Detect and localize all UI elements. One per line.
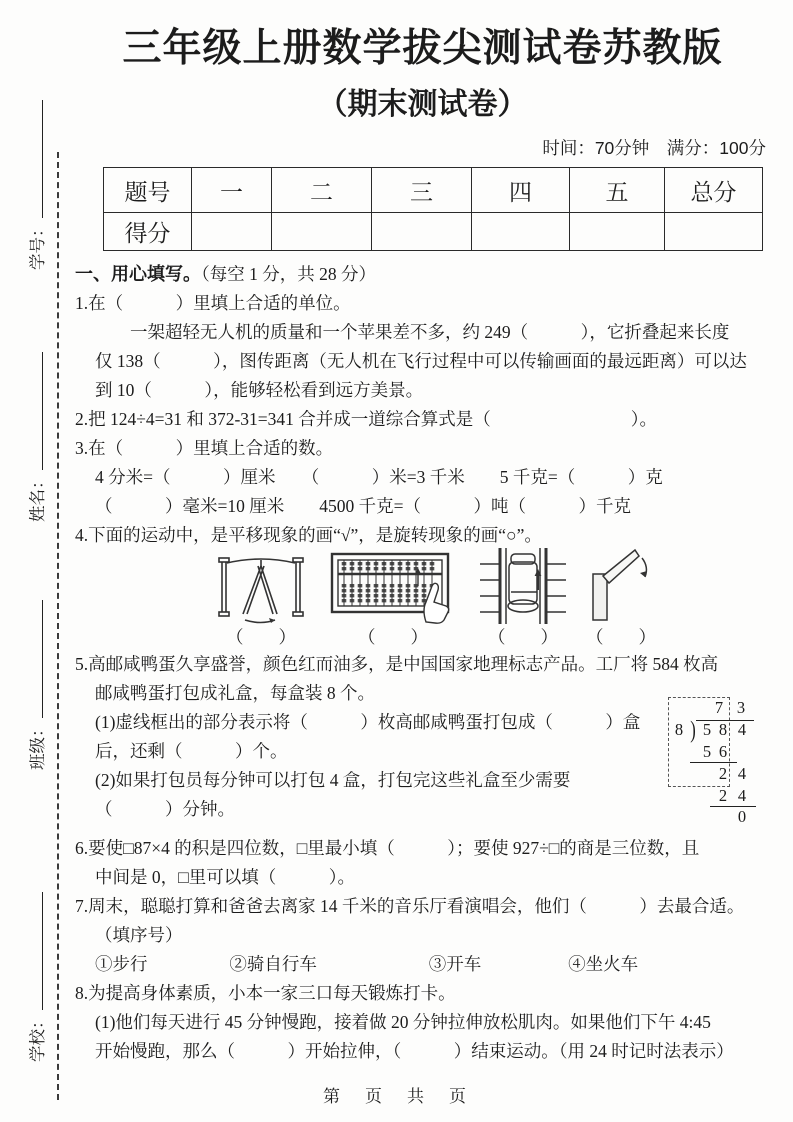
score-cell (272, 213, 372, 251)
exam-meta: 时间：70分钟 满分：100分 (542, 138, 766, 158)
q5-line: （ ）分钟。 (95, 799, 235, 819)
division-bracket: ) (690, 715, 696, 744)
score-row-label: 得分 (104, 213, 192, 251)
question-7 (75, 892, 770, 979)
page-footer: 第 页 共 页 (323, 1087, 470, 1106)
score-cell (372, 213, 472, 251)
q7-line: （填序号） (95, 925, 183, 945)
score-cell (192, 213, 272, 251)
school-blank (39, 893, 43, 1011)
q5-line: 邮咸鸭蛋打包成礼盒，每盒装 8 个。 (95, 683, 375, 703)
work-digit: 5 (702, 742, 712, 761)
question-3 (75, 434, 770, 521)
page-title: 三年级上册数学拔尖测试卷苏教版 (122, 27, 723, 70)
question-5 (75, 650, 770, 824)
class-field (24, 601, 48, 771)
paper-content (75, 0, 770, 1066)
q8-line: 开始慢跑，那么（ ）开始拉伸，（ ）结束运动。（用 24 时记时法表示） (95, 1041, 734, 1061)
section1-heading-line (75, 260, 770, 289)
divisor-digit: 8 (674, 720, 684, 739)
student-id-label: 学号： (29, 220, 47, 270)
q1-line: 一架超轻无人机的质量和一个苹果差不多，约 249（ ），它折叠起来长度 (130, 322, 730, 342)
q5-line: 后，还剩（ ）个。 (95, 741, 288, 761)
score-table-col-1: 一 (192, 168, 272, 213)
long-division-figure (648, 699, 783, 831)
score-table-col-5: 五 (570, 168, 665, 213)
q6-line: 中间是 0，□里可以填（ ）。 (95, 867, 355, 887)
q7-option: ①步行 (95, 954, 148, 974)
dividend-digit: 8 (718, 720, 728, 739)
student-name-label: 姓名： (29, 472, 47, 522)
school-field (24, 893, 48, 1063)
q6-line: 6.要使□87×4 的积是四位数，□里最小填（ ）；要使 927÷□的商是三位数，且 (75, 838, 700, 858)
score-cell (665, 213, 763, 251)
q1-line: 到 10（ ），能够轻松看到远方美景。 (95, 380, 424, 400)
student-name-field (24, 353, 48, 523)
q7-option: ③开车 (428, 954, 482, 974)
quotient-digit: 7 (714, 698, 724, 717)
q8-line: (1)他们每天进行 45 分钟慢跑，接着做 20 分钟拉伸放松肌肉。如果他们下午 4:45 (95, 1012, 711, 1032)
score-cell (472, 213, 570, 251)
elevator-icon (480, 548, 566, 624)
score-table-col-3: 三 (372, 168, 472, 213)
remainder-digit: 0 (737, 807, 747, 826)
question-6 (75, 834, 770, 892)
question-4 (75, 521, 770, 650)
score-table-header-label: 题号 (104, 168, 192, 213)
student-id-field (24, 101, 48, 271)
work-digit: 6 (718, 742, 728, 761)
q7-line: 7.周末，聪聪打算和爸爸去离家 14 千米的音乐厅看演唱会，他们（ ）去最合适。 (75, 896, 745, 916)
section1-note: （每空 1 分，共 28 分） (201, 264, 376, 284)
q7-option: ②骑自行车 (229, 954, 317, 974)
student-name-blank (39, 353, 43, 471)
abacus-icon (330, 552, 456, 624)
revolving-door-icon (215, 554, 307, 624)
barrier-gate-icon (585, 548, 657, 624)
q1-line: 1.在（ ）里填上合适的单位。 (75, 293, 351, 313)
q4-figures-row (75, 552, 770, 624)
dividend-digit: 4 (737, 720, 747, 739)
work-digit: 2 (718, 764, 728, 783)
q4-answer-slot: （ ） (586, 627, 656, 647)
work-digit: 4 (737, 786, 747, 805)
school-label: 学校： (29, 1012, 47, 1062)
score-table (103, 167, 763, 251)
page-subtitle: （期末测试卷） (317, 88, 528, 121)
q3-line: （ ）毫米=10 厘米 4500 千克=（ ）吨（ ）千克 (95, 496, 631, 516)
class-label: 班级： (29, 720, 47, 770)
q5-line: (1)虚线框出的部分表示将（ ）枚高邮咸鸭蛋打包成（ ）盒 (95, 712, 641, 732)
q7-options-row (75, 950, 770, 979)
q3-line: 3.在（ ）里填上合适的数。 (75, 438, 334, 458)
dividend-digit: 5 (702, 720, 712, 739)
q5-line: 5.高邮咸鸭蛋久享盛誉，颜色红而油多，是中国国家地理标志产品。工厂将 584 枚高 (75, 654, 719, 674)
q8-line: 8.为提高身体素质，小本一家三口每天锻炼打卡。 (75, 983, 456, 1003)
question-1 (75, 289, 770, 405)
work-digit: 2 (718, 786, 728, 805)
section1-heading: 一、用心填写。 (75, 264, 201, 284)
q4-answers-row (75, 624, 770, 650)
sidebar-dashed-divider (57, 152, 59, 1100)
question-8 (75, 979, 770, 1066)
q4-answer-slot: （ ） (488, 627, 558, 647)
score-cell (570, 213, 665, 251)
q4-answer-slot: （ ） (358, 627, 428, 647)
work-digit: 4 (737, 764, 747, 783)
q4-line: 4.下面的运动中，是平移现象的画“√”，是旋转现象的画“○”。 (75, 525, 542, 545)
quotient-digit: 3 (736, 698, 746, 717)
class-blank (39, 601, 43, 719)
division-rule-line (690, 762, 737, 763)
q4-answer-slot: （ ） (226, 627, 296, 647)
question-2: 2.把 124÷4=31 和 372-31=341 合并成一道综合算式是（ ）。 (75, 409, 658, 429)
q5-line: (2)如果打包员每分钟可以打包 4 盒，打包完这些礼盒至少需要 (95, 770, 571, 790)
score-table-col-4: 四 (472, 168, 570, 213)
q7-option: ④坐火车 (568, 954, 639, 974)
q3-line: 4 分米=（ ）厘米 （ ）米=3 千米 5 千克=（ ）克 (95, 467, 663, 487)
q1-line: 仅 138（ ），图传距离（无人机在飞行过程中可以传输画面的最远距离）可以达 (95, 351, 747, 371)
division-rule-line (710, 806, 756, 807)
student-id-blank (39, 101, 43, 219)
score-table-col-2: 二 (272, 168, 372, 213)
score-table-col-total: 总分 (665, 168, 763, 213)
